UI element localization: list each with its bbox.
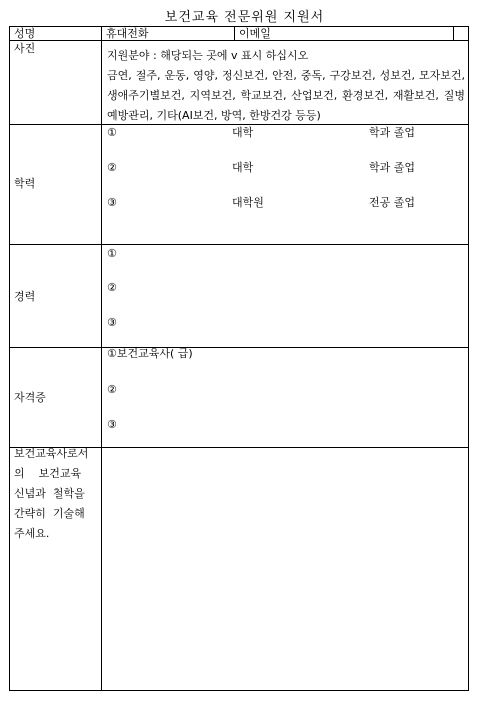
- form-title: 보건교육 전문위원 지원서: [164, 10, 325, 25]
- education-school-2: 대학: [232, 161, 254, 174]
- phone-label: 휴대전화: [106, 27, 149, 40]
- education-suffix-3: 전공 졸업: [369, 196, 416, 209]
- education-num-2: ②: [107, 161, 117, 174]
- application-form-table: [9, 26, 469, 691]
- career-num-2: ②: [107, 281, 117, 294]
- name-label: 성명: [14, 27, 36, 40]
- certificate-num-3: ③: [107, 418, 117, 431]
- essay-label-line-2: 의 보건교육: [14, 467, 82, 480]
- education-suffix-2: 학과 졸업: [369, 161, 416, 174]
- certificates-label: 자격증: [14, 391, 46, 404]
- photo-label: 사진: [14, 42, 36, 55]
- essay-answer-area[interactable]: [102, 448, 468, 690]
- certificate-num-2: ②: [107, 383, 117, 396]
- career-num-1: ①: [107, 247, 117, 260]
- education-num-3: ③: [107, 196, 117, 209]
- field-instruction: 지원분야 : 해당되는 곳에 v 표시 하십시오: [107, 49, 309, 62]
- email-label: 이메일: [239, 27, 271, 40]
- certificate-first: ①보건교육사( 급): [107, 347, 193, 360]
- education-school-1: 대학: [232, 126, 254, 139]
- education-school-3: 대학원: [232, 196, 264, 209]
- education-num-1: ①: [107, 126, 117, 139]
- essay-label-line-4: 간략히 기술해: [14, 507, 85, 520]
- career-num-3: ③: [107, 316, 117, 329]
- field-list: 금연, 절주, 운동, 영양, 정신보건, 안전, 중독, 구강보건, 성보건, 모자보건, 생애주기별보건, 지역보건, 학교보건, 산업보건, 환경보건, 재활보건, 질병예방관리, 기타(AI보건, 방역, 한방건강 등등): [107, 69, 465, 122]
- essay-label-line-3: 신념과 철학을: [14, 487, 85, 500]
- essay-label-line-5: 주세요.: [14, 527, 50, 540]
- education-suffix-1: 학과 졸업: [369, 126, 416, 139]
- essay-label-line-1: 보건교육사로서: [14, 447, 89, 460]
- education-label: 학력: [14, 177, 36, 190]
- career-label: 경력: [14, 290, 36, 303]
